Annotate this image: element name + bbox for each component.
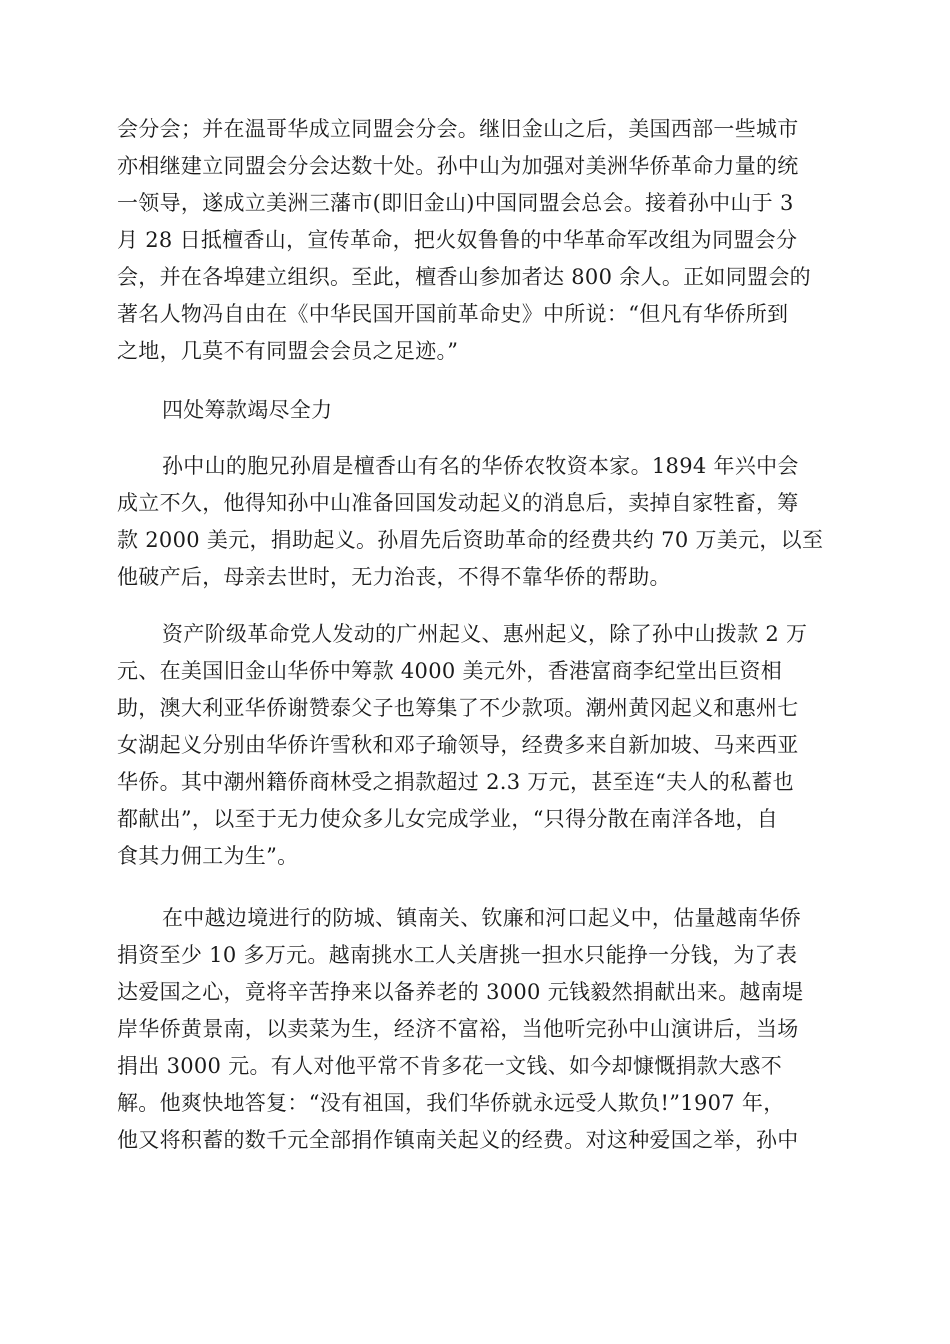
paragraph-2-line: 孙中山的胞兄孙眉是檀香山有名的华侨农牧资本家。1894 年兴中会: [162, 454, 799, 478]
paragraph-1-line: 之地，几莫不有同盟会会员之足迹。”: [117, 339, 459, 363]
paragraph-1-line: 月 28 日抵檀香山，宣传革命，把火奴鲁鲁的中华革命军改组为同盟会分: [117, 228, 798, 252]
paragraph-3-line: 都献出”，以至于无力使众多儿女完成学业，“只得分散在南洋各地，自: [117, 807, 779, 831]
paragraph-1-line: 著名人物冯自由在《中华民国开国前革命史》中所说：“但凡有华侨所到: [117, 302, 789, 326]
paragraph-4-line: 他又将积蓄的数千元全部捐作镇南关起义的经费。对这种爱国之举，孙中: [117, 1128, 799, 1152]
paragraph-3-line: 助，澳大利亚华侨谢赞泰父子也筹集了不少款项。潮州黄冈起义和惠州七: [117, 696, 799, 720]
paragraph-4-line: 捐资至少 10 多万元。越南挑水工人关唐挑一担水只能挣一分钱，为了表: [117, 943, 798, 967]
paragraph-4-line: 在中越边境进行的防城、镇南关、钦廉和河口起义中，估量越南华侨: [162, 906, 801, 930]
paragraph-4-line: 达爱国之心，竟将辛苦挣来以备养老的 3000 元钱毅然捐献出来。越南堤: [117, 980, 804, 1004]
paragraph-4-line: 捐出 3000 元。有人对他平常不肯多花一文钱、如今却慷慨捐款大惑不: [117, 1054, 782, 1078]
paragraph-3-line: 元、在美国旧金山华侨中筹款 4000 美元外，香港富商李纪堂出巨资相: [117, 659, 782, 683]
section-heading: 四处筹款竭尽全力: [162, 398, 333, 422]
paragraph-2-line: 款 2000 美元，捐助起义。孙眉先后资助革命的经费共约 70 万美元，以至: [117, 528, 824, 552]
paragraph-3-line: 女湖起义分别由华侨许雪秋和邓子瑜领导，经费多来自新加坡、马来西亚: [117, 733, 799, 757]
paragraph-1-line: 会，并在各埠建立组织。至此，檀香山参加者达 800 余人。正如同盟会的: [117, 265, 811, 289]
paragraph-3-line: 资产阶级革命党人发动的广州起义、惠州起义，除了孙中山拨款 2 万: [162, 622, 808, 646]
paragraph-2-line: 他破产后，母亲去世时，无力治丧，不得不靠华侨的帮助。: [117, 565, 671, 589]
paragraph-4: [117, 900, 837, 1159]
paragraph-3-line: 华侨。其中潮州籍侨商林受之捐款超过 2.3 万元，甚至连“夫人的私蓄也: [117, 770, 794, 794]
paragraph-3-line: 食其力佣工为生”。: [117, 844, 299, 868]
paragraph-4-line: 岸华侨黄景南，以卖菜为生，经济不富裕，当他听完孙中山演讲后，当场: [117, 1017, 799, 1041]
paragraph-2: [117, 448, 837, 596]
paragraph-1-line: 会分会；并在温哥华成立同盟会分会。继旧金山之后，美国西部一些城市: [117, 117, 799, 141]
paragraph-3: [117, 616, 837, 875]
paragraph-4-line: 解。他爽快地答复：“没有祖国，我们华侨就永远受人欺负!”1907 年，: [117, 1091, 785, 1115]
paragraph-1: [117, 111, 837, 370]
paragraph-2-line: 成立不久，他得知孙中山准备回国发动起义的消息后，卖掉自家牲畜，筹: [117, 491, 799, 515]
paragraph-1-line: 一领导，遂成立美洲三藩市(即旧金山)中国同盟会总会。接着孙中山于 3: [117, 191, 794, 215]
paragraph-1-line: 亦相继建立同盟会分会达数十处。孙中山为加强对美洲华侨革命力量的统: [117, 154, 799, 178]
